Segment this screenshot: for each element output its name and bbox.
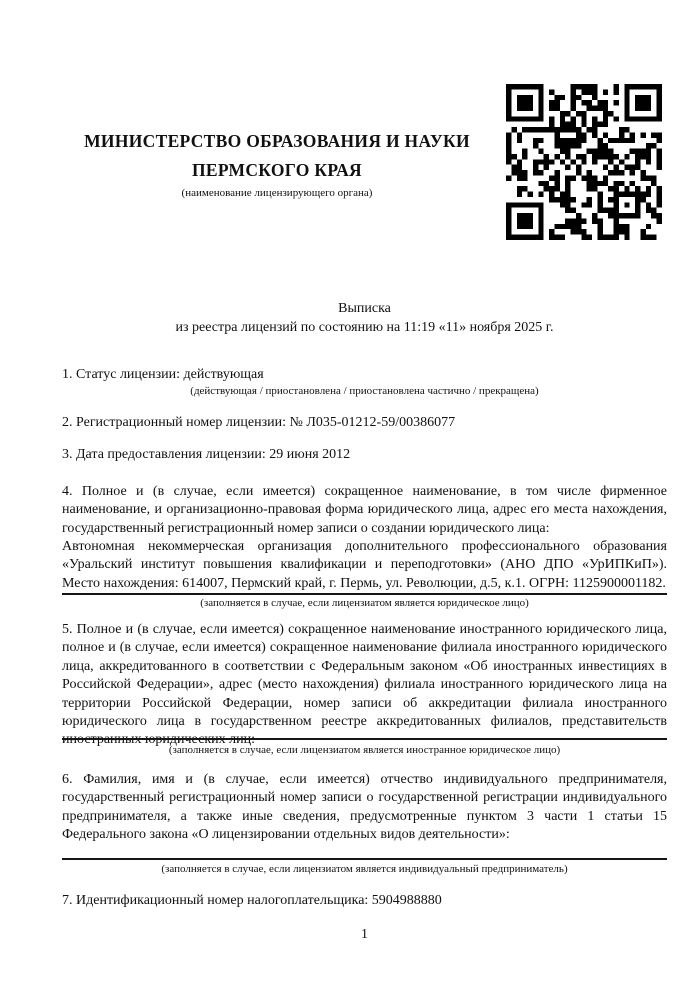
item-5-fill-line	[62, 738, 667, 740]
item-6-caption: (заполняется в случае, если лицензиатом является индивидуальный предприниматель)	[161, 863, 568, 875]
document-title	[62, 299, 667, 337]
item-7-taxpayer-number: 7. Идентификационный номер налогоплательщика: 5904988880	[62, 893, 442, 908]
item-1-caption: (действующая / приостановлена / приостановлена частично / прекращена)	[190, 385, 539, 397]
authority-name-line1: МИНИСТЕРСТВО ОБРАЗОВАНИЯ И НАУКИ	[84, 131, 470, 151]
item-4-caption: (заполняется в случае, если лицензиатом является юридическое лицо)	[200, 597, 529, 609]
item-2-registration-number: 2. Регистрационный номер лицензии: № Л035-01212-59/00386077	[62, 415, 456, 430]
item-4-licensee-name: Автономная некоммерческая организация дополнительного профессионального образования «Уральский институт повышения квалификации и переподготовки» (АНО ДПО «УрИПКиП»). Место нахождения: 614007, Пермский край, г. Пермь, ул. Революции, д.5, к.1. ОГРН: 1125900001182.	[62, 539, 667, 591]
item-6-prompt: 6. Фамилия, имя и (в случае, если имеется) отчество индивидуального предпринимателя, государственный регистрационный номер записи о государственной регистрации индивидуального предпринимателя, а также иные сведения, предусмотренные пунктом 3 части 1 статьи 15 Федерального закона «О лицензировании отдельных видов деятельности»:	[62, 772, 667, 843]
authority-name-caption: (наименование лицензирующего органа)	[181, 187, 373, 199]
qr-code-image	[506, 84, 662, 240]
document-title-line1: Выписка	[338, 301, 391, 316]
item-4-fill-line	[62, 593, 667, 595]
document-title-line2: из реестра лицензий по состоянию на 11:19 «11» ноября 2025 г.	[175, 320, 554, 335]
qr-code	[506, 84, 662, 240]
item-4-prompt: 4. Полное и (в случае, если имеется) сокращенное наименование, в том числе фирменное наименование, и организационно-правовая форма юридического лица, адрес его места нахождения, государственный регистрационный номер записи о создании юридического лица:	[62, 484, 667, 536]
item-3-license-date: 3. Дата предоставления лицензии: 29 июня 2012	[62, 447, 351, 462]
item-5-caption: (заполняется в случае, если лицензиатом является иностранное юридическое лицо)	[168, 744, 561, 756]
page-number: 1	[361, 927, 368, 942]
licensing-authority-header	[62, 127, 492, 200]
item-6-fill-line	[62, 858, 667, 860]
authority-name-line2: ПЕРМСКОГО КРАЯ	[192, 160, 362, 180]
item-1-license-status: 1. Статус лицензии: действующая	[62, 367, 264, 382]
item-5-prompt: 5. Полное и (в случае, если имеется) сокращенное наименование иностранного юридического лица, полное и (в случае, если имеется) сокращенное наименование филиала иностранного юридического лица, аккредитованного в соответствии с Федеральным законом «Об иностранных инвестициях в Российской Федерации», адрес (место нахождения) филиала иностранного юридического лица на территории Российской Федерации, номер записи об аккредитации филиала иностранного юридического лица в государственном реестре аккредитованных филиалов, представительств иностранных юридических лиц:	[62, 622, 667, 748]
